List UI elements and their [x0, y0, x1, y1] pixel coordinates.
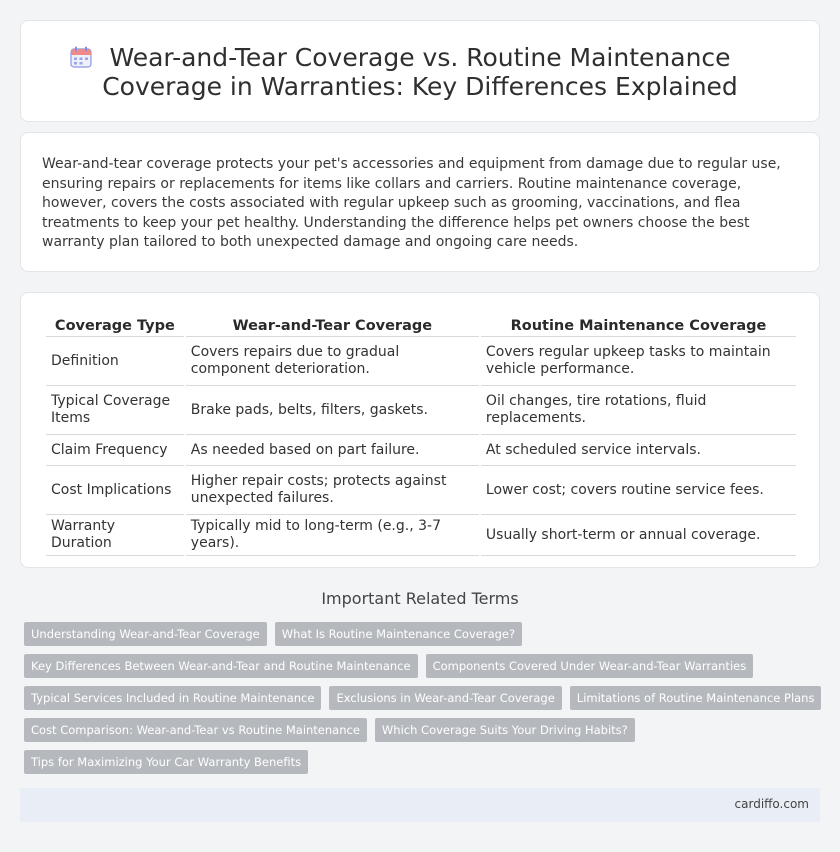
wear-and-tear-cell: Typically mid to long-term (e.g., 3-7 years).: [186, 515, 479, 556]
related-terms-list: [24, 622, 814, 782]
related-term-link[interactable]: Understanding Wear-and-Tear Coverage: [24, 622, 267, 646]
related-term-link[interactable]: Tips for Maximizing Your Car Warranty Benefits: [24, 750, 308, 774]
routine-maintenance-cell: At scheduled service intervals.: [481, 435, 796, 466]
routine-maintenance-cell: Usually short-term or annual coverage.: [481, 515, 796, 556]
header-coverage-type: Coverage Type: [46, 315, 184, 337]
site-link[interactable]: cardiffo.com: [734, 797, 809, 811]
row-label: Warranty Duration: [46, 515, 184, 556]
header-routine-maintenance: Routine Maintenance Coverage: [481, 315, 796, 337]
row-label: Definition: [46, 337, 184, 386]
comparison-card: [20, 292, 820, 568]
related-term-link[interactable]: Components Covered Under Wear-and-Tear Warranties: [426, 654, 754, 678]
tag-row: [24, 622, 814, 646]
wear-and-tear-cell: Higher repair costs; protects against unexpected failures.: [186, 466, 479, 515]
intro-paragraph: Wear-and-tear coverage protects your pet's accessories and equipment from damage due to regular use, ensuring repairs or replacements for items like collars and carriers. Routine maintenance coverage, however, covers the costs associated with regular upkeep such as grooming, vaccinations, and flea treatments to keep your pet healthy. Understanding the difference helps pet owners choose the best warranty plan tailored to both unexpected damage and ongoing care needs.: [42, 156, 781, 250]
wear-and-tear-cell: As needed based on part failure.: [186, 435, 479, 466]
routine-maintenance-cell: Oil changes, tire rotations, fluid replacements.: [481, 386, 796, 435]
header-wear-and-tear: Wear-and-Tear Coverage: [186, 315, 479, 337]
page-title: Wear-and-Tear Coverage vs. Routine Maintenance Coverage in Warranties: Key Differences Explained: [102, 43, 738, 101]
related-term-link[interactable]: Which Coverage Suits Your Driving Habits?: [375, 718, 635, 742]
related-term-link[interactable]: Cost Comparison: Wear-and-Tear vs Routine Maintenance: [24, 718, 367, 742]
related-term-link[interactable]: Limitations of Routine Maintenance Plans: [570, 686, 822, 710]
wear-and-tear-cell: Covers repairs due to gradual component deterioration.: [186, 337, 479, 386]
table-header-row: [46, 315, 796, 337]
related-term-link[interactable]: What Is Routine Maintenance Coverage?: [275, 622, 522, 646]
header-card: [20, 20, 820, 122]
related-term-link[interactable]: Key Differences Between Wear-and-Tear and Routine Maintenance: [24, 654, 418, 678]
footer: [20, 788, 820, 822]
related-terms-heading: Important Related Terms: [321, 589, 519, 608]
related-term-link[interactable]: Typical Services Included in Routine Maintenance: [24, 686, 321, 710]
table-row: [46, 466, 796, 515]
table-row: [46, 435, 796, 466]
comparison-table: [44, 315, 798, 556]
table-row: [46, 337, 796, 386]
tag-row: [24, 750, 814, 774]
tag-row: [24, 686, 814, 710]
intro-card: [20, 132, 820, 272]
tag-row: [24, 718, 814, 742]
routine-maintenance-cell: Lower cost; covers routine service fees.: [481, 466, 796, 515]
row-label: Typical Coverage Items: [46, 386, 184, 435]
table-row: [46, 515, 796, 556]
wear-and-tear-cell: Brake pads, belts, filters, gaskets.: [186, 386, 479, 435]
row-label: Cost Implications: [46, 466, 184, 515]
routine-maintenance-cell: Covers regular upkeep tasks to maintain vehicle performance.: [481, 337, 796, 386]
tag-row: [24, 654, 814, 678]
related-term-link[interactable]: Exclusions in Wear-and-Tear Coverage: [329, 686, 561, 710]
row-label: Claim Frequency: [46, 435, 184, 466]
table-row: [46, 386, 796, 435]
